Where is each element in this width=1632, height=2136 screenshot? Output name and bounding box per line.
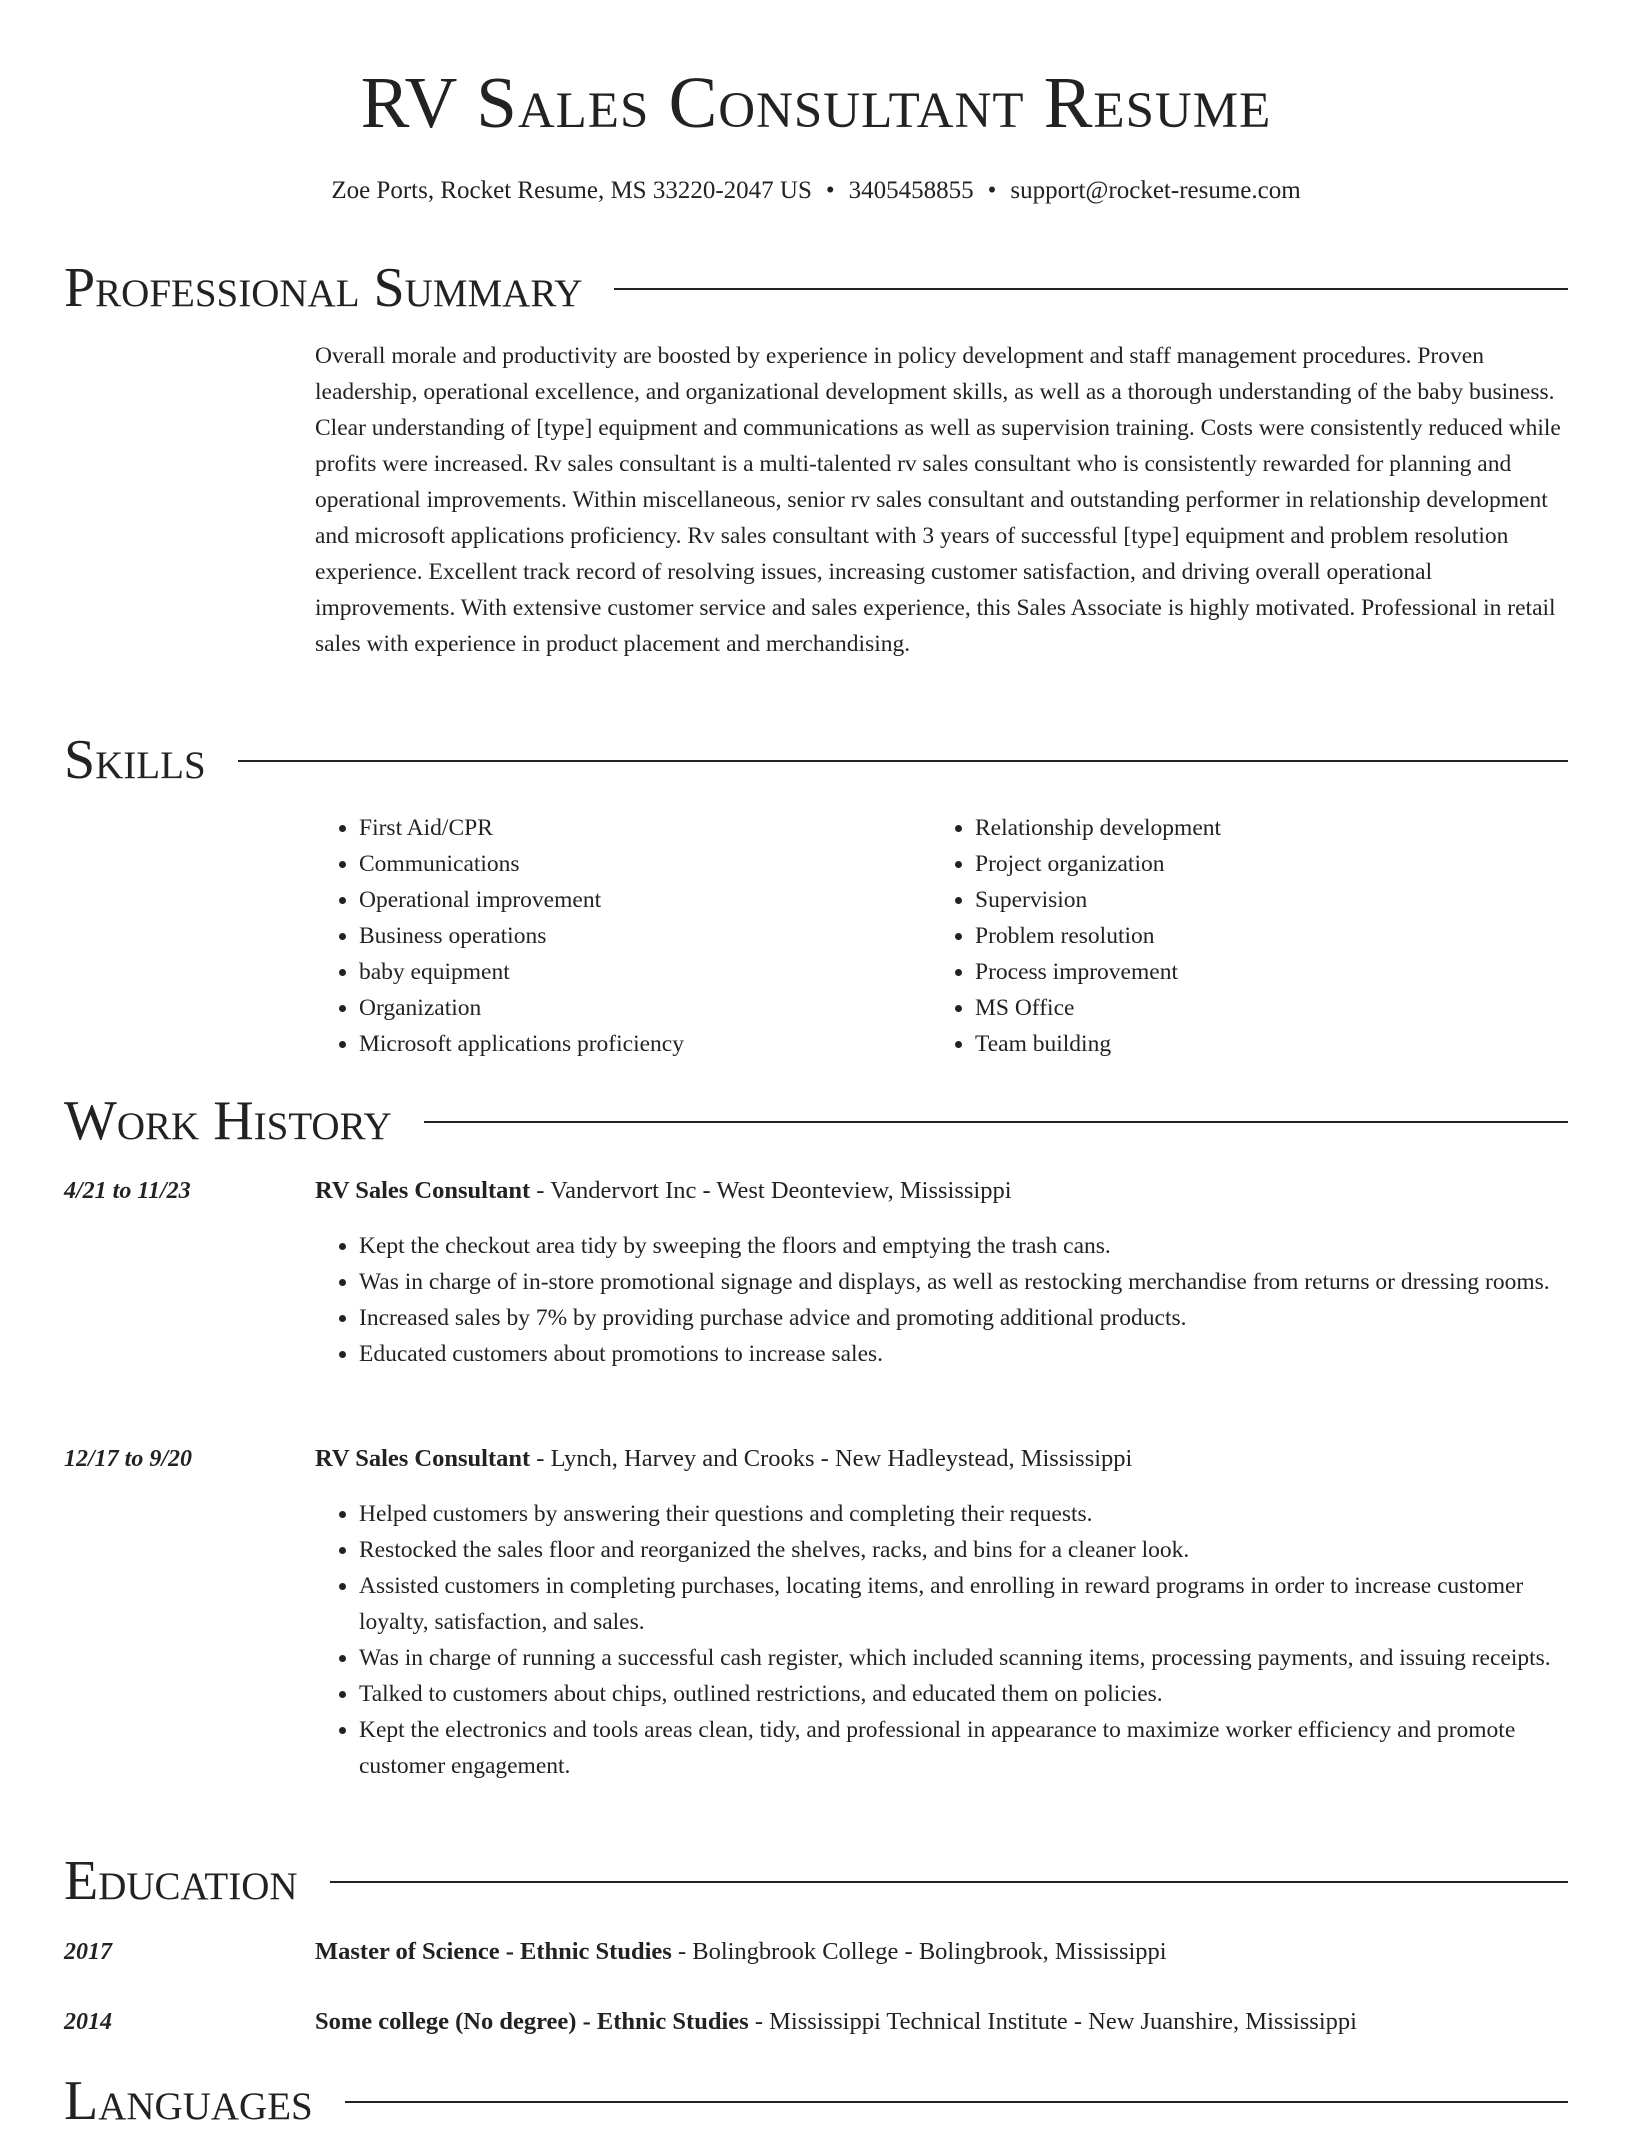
education-degree: Master of Science - Ethnic Studies (315, 1938, 672, 1965)
list-item: • MS Office (975, 990, 1551, 1026)
list-item: • Assisted customers in completing purchases, locating items, and enrolling in reward programs in order to increase customer loyalty, satisfaction, and sales. (359, 1568, 1567, 1640)
section-divider (345, 2101, 1568, 2103)
list-item: • Problem resolution (975, 918, 1551, 954)
skills-list-right (931, 810, 1551, 1062)
section-languages-title: Languages (64, 2070, 313, 2132)
section-work-title: Work History (64, 1090, 392, 1152)
education-degree: Some college (No degree) - Ethnic Studies (315, 2008, 749, 2035)
list-item: • Process improvement (975, 954, 1551, 990)
section-divider (238, 760, 1568, 762)
list-item: • Talked to customers about chips, outlined restrictions, and educated them on policies. (359, 1676, 1567, 1712)
section-divider (330, 1881, 1568, 1883)
resume-title: RV Sales Consultant Resume (360, 62, 1272, 143)
job-heading (315, 1173, 1567, 1209)
job-details: - Vandervort Inc - West Deonteview, Mississippi (530, 1177, 1012, 1204)
list-item: • Educated customers about promotions to increase sales. (359, 1336, 1567, 1372)
list-item: • Restocked the sales floor and reorganized the shelves, racks, and bins for a cleaner look. (359, 1532, 1567, 1568)
list-item: • Supervision (975, 882, 1551, 918)
summary-text: Overall morale and productivity are boosted by experience in policy development and staff management procedures. Proven leadership, operational excellence, and organizational development skills, as well as a thorough understanding of the baby business. Clear understanding of [type] equipment and communications as well as supervision training. Costs were consistently reduced while profits were increased. Rv sales consultant is a multi-talented rv sales consultant who is consistently rewarded for planning and operational improvements. Within miscellaneous, senior rv sales consultant and outstanding performer in relationship development and microsoft applications proficiency. Rv sales consultant with 3 years of successful [type] equipment and problem resolution experience. Excellent track record of resolving issues, increasing customer satisfaction, and driving overall operational improvements. With extensive customer service and sales experience, this Sales Associate is highly motivated. Professional in retail sales with experience in product placement and merchandising. (315, 343, 1561, 657)
list-item: • Helped customers by answering their questions and completing their requests. (359, 1496, 1567, 1532)
contact-address: Zoe Ports, Rocket Resume, MS 33220-2047 US (331, 177, 812, 204)
education-year: 2014 (64, 2009, 112, 2035)
skills-list-left (315, 810, 935, 1062)
job-dates: 4/21 to 11/23 (64, 1178, 191, 1204)
job-dates: 12/17 to 9/20 (64, 1446, 193, 1472)
section-skills-header (64, 725, 1568, 795)
contact-separator: • (987, 177, 997, 204)
contact-line (0, 174, 1632, 208)
list-item: • Kept the checkout area tidy by sweeping the floors and emptying the trash cans. (359, 1228, 1567, 1264)
education-year: 2017 (64, 1939, 112, 1965)
section-languages-header (64, 2066, 1568, 2136)
contact-email: support@rocket-resume.com (1010, 177, 1301, 204)
list-item: • baby equipment (359, 954, 935, 990)
education-details: - Mississippi Technical Institute - New Juanshire, Mississippi (748, 2008, 1357, 2035)
job-bullet-list (315, 1496, 1567, 1784)
section-work-header (64, 1086, 1568, 1156)
section-divider (614, 288, 1568, 290)
section-education-title: Education (64, 1850, 298, 1912)
list-item: • Operational improvement (359, 882, 935, 918)
list-item: • Increased sales by 7% by providing purchase advice and promoting additional products. (359, 1300, 1567, 1336)
list-item: • Business operations (359, 918, 935, 954)
list-item: • Was in charge of running a successful cash register, which included scanning items, processing payments, and issuing receipts. (359, 1640, 1567, 1676)
section-skills-title: Skills (64, 729, 206, 791)
skills-column-left (315, 810, 935, 1062)
section-education-header (64, 1846, 1568, 1916)
job-heading (315, 1441, 1567, 1477)
list-item: • Project organization (975, 846, 1551, 882)
job-details: - Lynch, Harvey and Crooks - New Hadleystead, Mississippi (530, 1445, 1133, 1472)
section-summary-title: Professional Summary (64, 257, 583, 319)
job-title: RV Sales Consultant (315, 1445, 531, 1472)
list-item: • Organization (359, 990, 935, 1026)
list-item: • Microsoft applications proficiency (359, 1026, 935, 1062)
job-bullets (315, 1496, 1567, 1784)
contact-separator: • (825, 177, 835, 204)
contact-phone: 3405458855 (848, 177, 974, 204)
list-item: • Communications (359, 846, 935, 882)
list-item: • Was in charge of in-store promotional signage and displays, as well as restocking merchandise from returns or dressing rooms. (359, 1264, 1567, 1300)
section-summary-header (64, 253, 1568, 323)
skills-column-right (931, 810, 1551, 1062)
education-heading (315, 2004, 1567, 2040)
list-item: • First Aid/CPR (359, 810, 935, 846)
education-details: - Bolingbrook College - Bolingbrook, Mississippi (671, 1938, 1167, 1965)
job-bullets (315, 1228, 1567, 1372)
list-item: • Kept the electronics and tools areas clean, tidy, and professional in appearance to maximize worker efficiency and promote customer engagement. (359, 1712, 1567, 1784)
education-heading (315, 1934, 1567, 1970)
job-bullet-list (315, 1228, 1567, 1372)
section-divider (424, 1121, 1568, 1123)
list-item: • Relationship development (975, 810, 1551, 846)
job-title: RV Sales Consultant (315, 1177, 531, 1204)
list-item: • Team building (975, 1026, 1551, 1062)
